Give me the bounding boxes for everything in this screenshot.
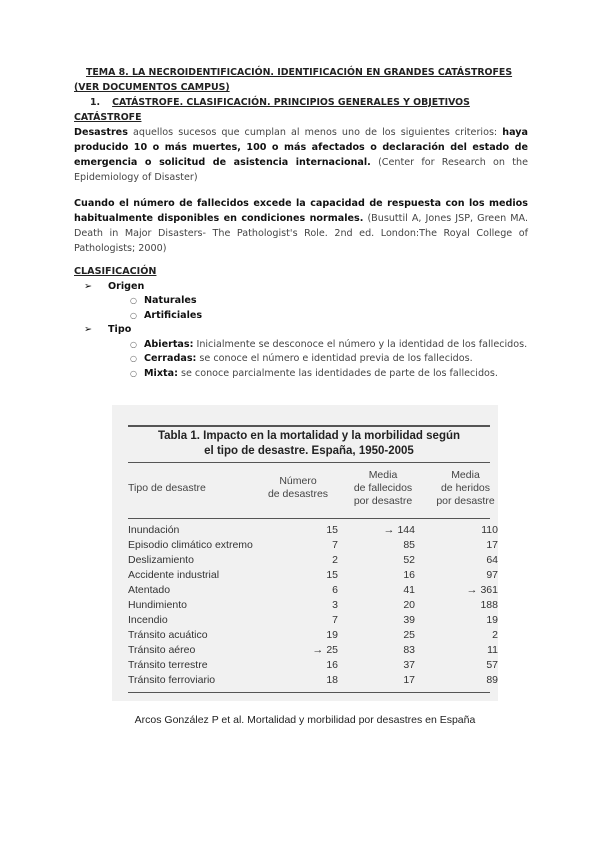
circle-bullet-icon: ○ [130,368,137,378]
table-cell: 83 [403,644,415,656]
table-cell: Atentado [128,584,171,596]
title-line2: (VER DOCUMENTOS CAMPUS) [74,82,230,93]
table-cell: → 144 [383,524,415,536]
table-row [128,584,498,599]
document-title [74,65,528,185]
title-line1: TEMA 8. LA NECROIDENTIFICACIÓN. IDENTIFICACIÓN EN GRANDES CATÁSTROFES [86,67,513,78]
section-heading: CATÁSTROFE. CLASIFICACIÓN. PRINCIPIOS GENERALES Y OBJETIVOS [112,97,470,108]
divider [128,462,490,463]
table-cell: 7 [332,614,338,626]
table-cell: 25 [403,629,415,641]
table-cell: 110 [481,524,498,536]
table-row [128,569,498,584]
arrow-right-icon: → [383,524,395,536]
table-cell: Inundación [128,524,180,536]
divider [128,425,490,427]
table-row [128,554,498,569]
table-row [128,644,498,659]
table-cell: Tránsito terrestre [128,659,208,671]
table-image [112,405,498,701]
table-cell: 11 [487,644,498,656]
table-cell: Tránsito ferroviario [128,674,216,686]
clasificacion-section: CLASIFICACIÓN ➢ Origen ○ Naturales ○ Artificiales ➢ Tipo ○ Abiertas: Inicialmente se desconoce el número y la identidad de los fallecidos. ○ Cerradas: se conoce el número e identidad previa de los fallecidos. ○ Mixta: se conoce parcialmente las identidades de parte de los fallecidos. [74,265,528,381]
arrow-right-icon: → [312,644,324,656]
table-title: Tabla 1. Impacto en la mortalidad y la morbilidad según el tipo de desastre. España, 1950-2005 [157,430,461,457]
section-heading-2: CATÁSTROFE [74,112,142,123]
table-cell: 17 [486,539,498,551]
table-cell: 85 [403,539,415,551]
circle-bullet-icon: ○ [130,354,137,363]
table-cell: 97 [486,569,498,581]
section-number: 1. [90,97,101,108]
clasificacion-heading: CLASIFICACIÓN [74,266,157,277]
origen-label: Origen [108,280,145,292]
table-cell: 17 [403,674,415,686]
list-item: se conoce parcialmente las identidades de parte de los fallecidos. [177,367,498,379]
table-cell: 64 [486,554,498,566]
table-cell: 16 [326,659,338,671]
table-cell: 2 [492,629,498,641]
table-cell: 7 [332,539,338,551]
table-cell: 18 [326,674,338,686]
table-cell: → 361 [466,584,498,596]
table-row [128,629,498,644]
table-cell: 89 [486,674,498,686]
table-cell: Episodio climático extremo [128,539,253,551]
divider [128,692,490,693]
table-body [128,524,498,692]
table-cell: Accidente industrial [128,569,220,581]
paragraph-cuando: Cuando el número de fallecidos excede la capacidad de respuesta con los medios habitualmente disponibles en condiciones normales. (Busuttil A, Jones JSP, Green MA. Death in Major Disasters- The Pathologist's Role. 2nd ed. London:The Royal College of Pathologists; 2000) [74,198,528,254]
arrow-bullet-icon: ➢ [84,280,93,292]
table-cell: Hundimiento [128,599,187,611]
table-row [128,599,498,614]
table-cell: 15 [326,569,338,581]
table-row [128,614,498,629]
table-cell: 19 [486,614,498,626]
table-cell: 57 [486,659,498,671]
table-row [128,659,498,674]
list-item: se conoce el número e identidad previa de los fallecidos. [196,353,473,364]
table-cell: 16 [403,569,415,581]
circle-bullet-icon: ○ [130,310,137,320]
table-cell: 3 [332,599,338,611]
paragraph-desastres: Desastres aquellos sucesos que cumplan al menos uno de los siguientes criterios: haya producido 10 o más muertes, 100 o más afectados o declaración del estado de emergencia o solicitud de asistencia internacional. (Center for Research on the Epidemiology of Disaster) [74,127,528,183]
table-row [128,674,498,689]
table-cell: 188 [480,599,498,611]
table-cell: 20 [403,599,415,611]
table-cell: 19 [326,629,338,641]
table-cell: Deslizamiento [128,554,194,566]
arrow-bullet-icon: ➢ [84,324,93,335]
table-cell: Incendio [128,614,168,626]
divider [128,518,490,519]
table-cell: → 25 [312,644,338,656]
table-cell: 52 [403,554,415,566]
tipo-label: Tipo [108,324,132,335]
table-cell: Tránsito aéreo [128,644,196,656]
list-item: Naturales [144,295,197,306]
table-cell: 37 [403,659,415,671]
table-cell: Tránsito acuático [128,629,208,641]
table-row [128,539,498,554]
table-cell: 39 [403,614,415,626]
circle-bullet-icon: ○ [130,296,137,305]
table-cell: 41 [403,584,415,596]
arrow-right-icon: → [466,584,478,596]
list-item: Artificiales [144,309,203,321]
table-cell: 15 [326,524,338,536]
table-cell: 2 [332,554,338,566]
figure-caption: Arcos González P et al. Mortalidad y morbilidad por desastres en España [134,714,476,726]
list-item: Inicialmente se desconoce el número y la identidad de los fallecidos. [193,338,528,350]
circle-bullet-icon: ○ [130,339,137,349]
table-row [128,524,498,539]
table-header: Tipo de desastre Número de desastres Media de fallecidos por desastre Media de heridos por desastre [128,469,495,507]
table-cell: 6 [332,584,338,596]
